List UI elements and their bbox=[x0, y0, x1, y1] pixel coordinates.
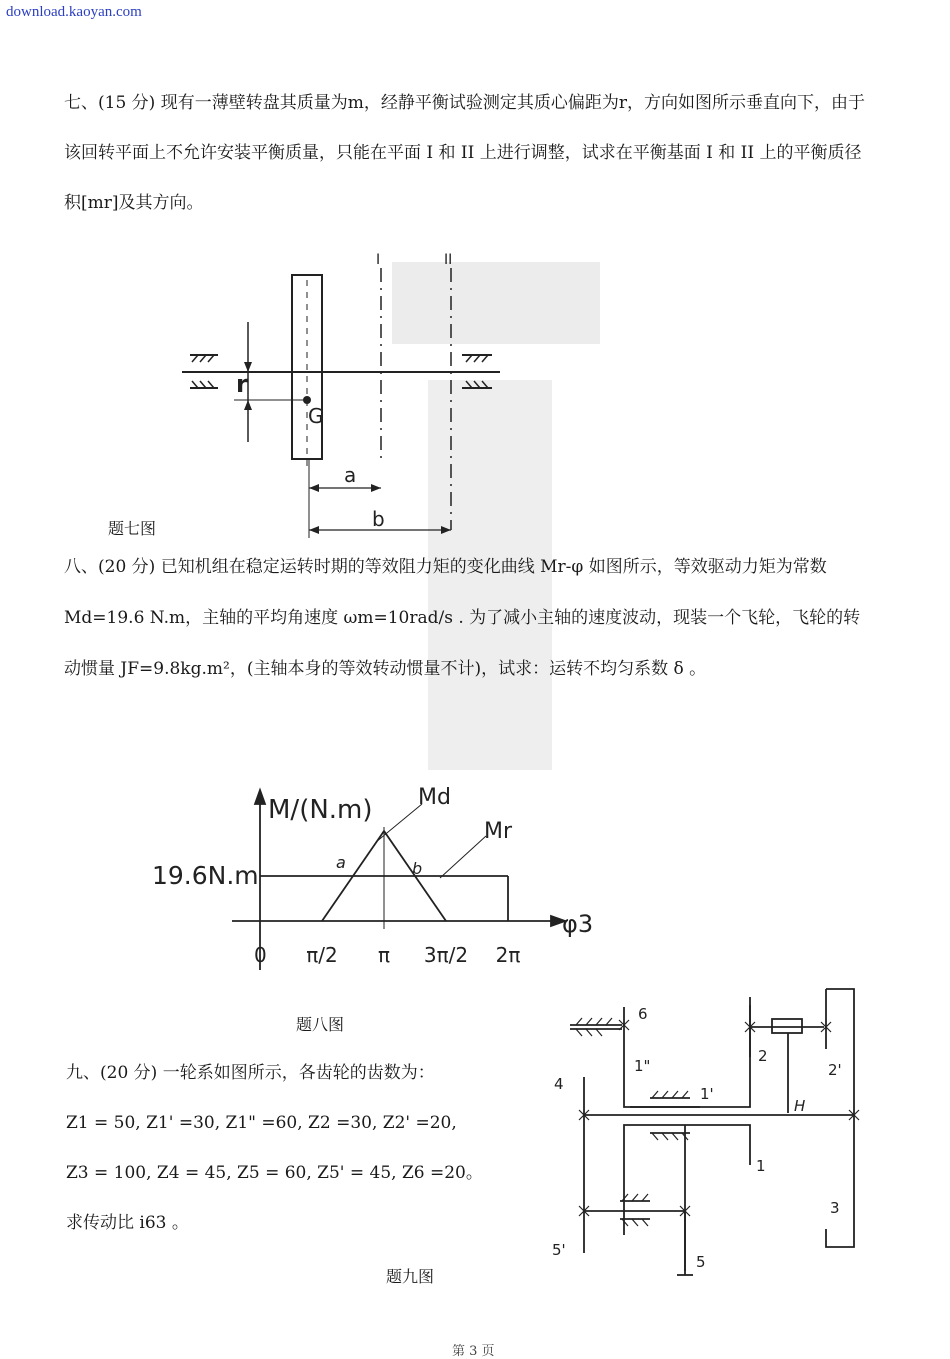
label-1p: 1' bbox=[700, 1085, 714, 1103]
q9-line-3: Z3 = 100, Z4 = 45, Z5 = 60, Z5' = 45, Z6 =20。 bbox=[66, 1163, 483, 1183]
figure-8-caption: 题八图 bbox=[296, 1015, 345, 1034]
q9-line-1: 九、(20 分) 一轮系如图所示，各齿轮的齿数为： bbox=[66, 1063, 435, 1083]
x-axis-label: φ3 bbox=[562, 910, 594, 938]
q9-line-2: Z1 = 50, Z1' =30, Z1" =60, Z2 =30, Z2' =20, bbox=[66, 1113, 457, 1133]
question-7-text: 七、(15 分) 现有一薄壁转盘其质量为m，经静平衡试验测定其质心偏距为r，方向如图所示垂直向下，由于该回转平面上不允许安装平衡质量，只能在平面 I 和 II 上进行调整，试求在平衡基面 I 和 II 上的平衡质径积[mr]及其方向。 bbox=[64, 93, 865, 213]
label-5: 5 bbox=[696, 1253, 706, 1271]
figure-9 bbox=[540, 985, 885, 1285]
md-leader-line bbox=[440, 836, 486, 878]
plane-1-label: I bbox=[376, 252, 381, 268]
area-a-label: a bbox=[336, 853, 346, 872]
y-axis-label: M/(N.m) bbox=[268, 795, 373, 825]
legend-mr-label: Md bbox=[418, 785, 451, 810]
r-label: r bbox=[236, 370, 248, 398]
label-2: 2 bbox=[758, 1047, 768, 1065]
b-label: b bbox=[372, 507, 385, 531]
mr-leader-line bbox=[376, 804, 422, 842]
watermark-link[interactable]: download.kaoyan.com bbox=[6, 4, 142, 20]
x-tick-label: 3π/2 bbox=[423, 943, 469, 967]
y-tick-label: 19.6N.m bbox=[152, 861, 259, 890]
a-label: a bbox=[344, 463, 357, 487]
x-tick-label: 2π bbox=[495, 943, 521, 967]
label-2p: 2' bbox=[828, 1061, 842, 1079]
label-3: 3 bbox=[830, 1199, 840, 1217]
legend-md-label: Mr bbox=[484, 819, 513, 844]
figure-9-caption: 题九图 bbox=[386, 1267, 435, 1286]
question-9-text bbox=[66, 1048, 506, 1248]
figure-8-chart bbox=[150, 780, 610, 980]
label-1: 1 bbox=[756, 1157, 766, 1175]
label-4: 4 bbox=[554, 1075, 564, 1093]
label-5p: 5' bbox=[552, 1241, 566, 1259]
page-number: 第 3 页 bbox=[452, 1344, 495, 1359]
question-8-text: 八、(20 分) 已知机组在稳定运转时期的等效阻力矩的变化曲线 Mr-φ 如图所示，等效驱动力矩为常数 Md=19.6 N.m，主轴的平均角速度 ωm=10rad/s . 为了减小主轴的速度波动，现装一个飞轮，飞轮的转动惯量 JF=9.8kg.m²，(主轴本身的等效转动惯量不计)，试求：运转不均匀系数 δ 。 bbox=[64, 557, 861, 679]
label-6: 6 bbox=[638, 1005, 648, 1023]
label-h: H bbox=[794, 1097, 806, 1115]
area-b-label: b bbox=[412, 859, 423, 878]
q9-line-4: 求传动比 i63 。 bbox=[66, 1213, 189, 1233]
x-tick-label: 0 bbox=[254, 943, 267, 967]
label-1pp: 1" bbox=[634, 1057, 651, 1075]
figure-7 bbox=[170, 240, 510, 540]
plane-2-label: II bbox=[444, 252, 453, 268]
x-tick-label: π bbox=[377, 943, 391, 967]
x-tick-label: π/2 bbox=[306, 943, 338, 967]
g-label: G bbox=[308, 404, 324, 428]
figure-7-caption: 题七图 bbox=[108, 519, 157, 538]
mass-center-dot bbox=[303, 396, 311, 404]
